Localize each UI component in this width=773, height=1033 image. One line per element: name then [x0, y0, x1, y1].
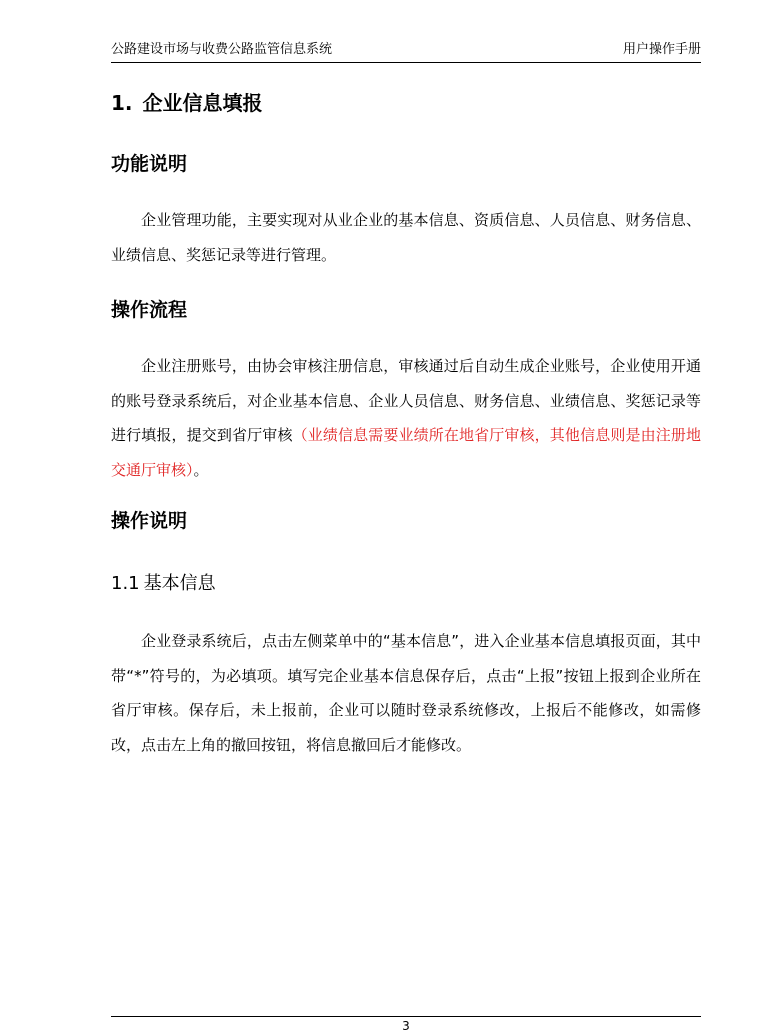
- page-number: 3: [402, 1019, 410, 1033]
- document-type: 用户操作手册: [622, 42, 701, 57]
- workflow-paragraph: [111, 349, 701, 487]
- section-title: 企业信息填报: [142, 91, 263, 115]
- function-desc-paragraph: 企业管理功能，主要实现对从业企业的基本信息、资质信息、人员信息、财务信息、业绩信息、奖惩记录等进行管理。: [111, 211, 701, 264]
- function-desc-heading: 功能说明: [111, 153, 188, 175]
- page-footer: [111, 1016, 701, 1033]
- workflow-end: 。: [193, 460, 209, 479]
- section-number: 1.: [111, 91, 133, 115]
- subsection-heading: [111, 570, 216, 598]
- page-header: [111, 40, 701, 63]
- section-heading: [111, 88, 263, 118]
- workflow-text: 企业注册账号，由协会审核注册信息，审核通过后自动生成企业账号，企业使用开通的账号登录系统后，对企业基本信息、企业人员信息、财务信息、业绩信息、奖惩记录等进行填报，提交到省厅审核: [111, 357, 701, 445]
- subsection-number: 1.1: [111, 573, 140, 594]
- subsection-title: 基本信息: [143, 573, 216, 594]
- document-title: 公路建设市场与收费公路监管信息系统: [111, 42, 333, 57]
- basic-info-paragraph: 企业登录系统后，点击左侧菜单中的“基本信息”，进入企业基本信息填报页面，其中带“*”符号的，为必填项。填写完企业基本信息保存后，点击“上报”按钮上报到企业所在省厅审核。保存后，未上报前，企业可以随时登录系统修改，上报后不能修改，如需修改，点击左上角的撤回按钮，将信息撤回后才能修改。: [111, 632, 701, 754]
- workflow-heading: 操作流程: [111, 299, 188, 321]
- operation-heading: 操作说明: [111, 510, 188, 532]
- workflow-review-note: （业绩信息需要业绩所在地省厅审核，其他信息则是由注册地交通厅审核）: [111, 426, 701, 479]
